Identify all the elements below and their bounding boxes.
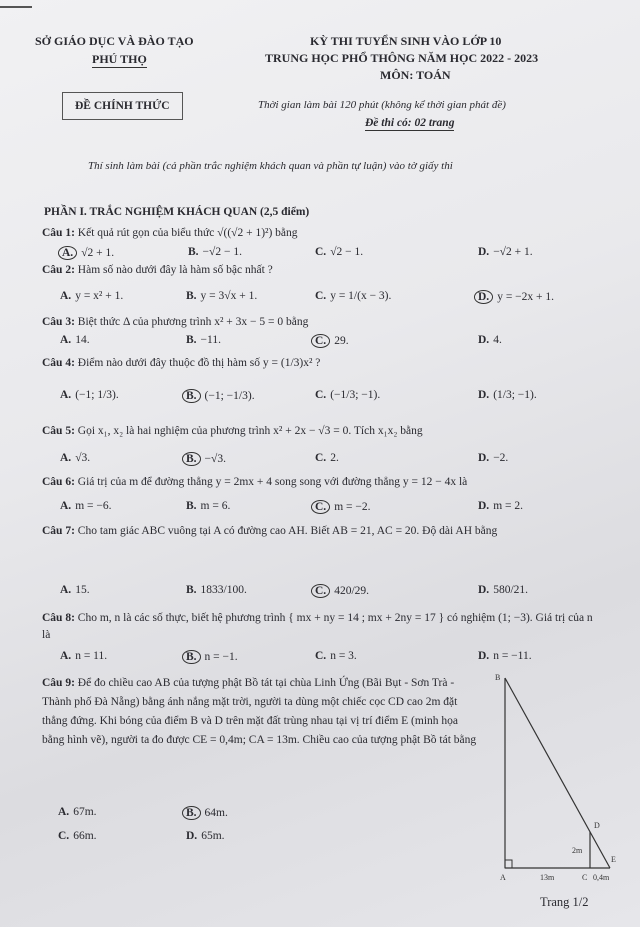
- q1-option-b[interactable]: B. −√2 − 1.: [188, 246, 242, 258]
- q8-option-c[interactable]: C. n = 3.: [315, 650, 357, 662]
- label-ce: 0,4m: [593, 873, 610, 882]
- q5-option-b[interactable]: B. −√3.: [186, 452, 226, 466]
- question-2: Câu 2: Hàm số nào dưới đây là hàm số bậc nhất ?: [42, 264, 273, 276]
- section-title: PHẦN I. TRẮC NGHIỆM KHÁCH QUAN (2,5 điểm): [44, 206, 310, 218]
- q4-option-d[interactable]: D. (1/3; −1).: [478, 389, 537, 401]
- question-6: Câu 6: Giá trị của m để đường thẳng y = 2mx + 4 song song với đường thẳng y = 12 − 4x là: [42, 476, 468, 488]
- q3-option-d[interactable]: D. 4.: [478, 334, 502, 346]
- instruction: Thí sinh làm bài (cả phần trắc nghiệm khách quan và phần tự luận) vào tờ giấy thi: [88, 160, 453, 172]
- dept-line2-text: PHÚ THỌ: [92, 52, 147, 66]
- label-d: D: [594, 821, 600, 830]
- q9-option-d[interactable]: D. 65m.: [186, 830, 225, 842]
- q5-option-d[interactable]: D. −2.: [478, 452, 509, 464]
- pages-note: [365, 117, 454, 129]
- label-e: E: [611, 855, 616, 864]
- q8-option-d[interactable]: D. n = −11.: [478, 650, 532, 662]
- q2-option-c[interactable]: C. y = 1/(x − 3).: [315, 290, 392, 302]
- label-a: A: [500, 873, 506, 882]
- q5-option-a[interactable]: A. √3.: [60, 452, 91, 464]
- q4-option-c[interactable]: C. (−1/3; −1).: [315, 389, 381, 401]
- right-angle-mark: [505, 860, 512, 868]
- pages-note-text: Đề thi có: 02 trang: [365, 117, 455, 129]
- subject: MÔN: TOÁN: [380, 68, 451, 82]
- q2-option-b[interactable]: B. y = 3√x + 1.: [186, 290, 258, 302]
- time-note: Thời gian làm bài 120 phút (không kể thời gian phát đề): [258, 99, 506, 111]
- question-7: Câu 7: Cho tam giác ABC vuông tại A có đường cao AH. Biết AB = 21, AC = 20. Độ dài AH bằng: [42, 525, 498, 537]
- segment-be: [505, 678, 610, 868]
- q4-option-a[interactable]: A. (−1; 1/3).: [60, 389, 119, 401]
- question-4: Câu 4: Điểm nào dưới đây thuộc đồ thị hàm số y = (1/3)x² ?: [42, 357, 321, 369]
- label-cd: 2m: [572, 846, 583, 855]
- dept-line2: [92, 52, 147, 67]
- q6-option-a[interactable]: A. m = −6.: [60, 500, 112, 512]
- q9-option-c[interactable]: C. 66m.: [58, 830, 97, 842]
- top-mark: [0, 6, 32, 8]
- q9-option-b[interactable]: B. 64m.: [186, 806, 228, 820]
- question-1: Câu 1: Kết quả rút gọn của biểu thức √((√2 + 1)²) bằng: [42, 227, 298, 239]
- q7-option-a[interactable]: A. 15.: [60, 584, 90, 596]
- label-ca: 13m: [540, 873, 555, 882]
- question-5: Câu 5: Gọi x₁, x₂ là hai nghiệm của phương trình x² + 2x − √3 = 0. Tích x₁x₂ bằng: [42, 425, 423, 437]
- exam-line1: KỲ THI TUYỂN SINH VÀO LỚP 10: [310, 34, 502, 48]
- q6-option-c[interactable]: C. m = −2.: [315, 500, 370, 514]
- q7-option-c[interactable]: C. 420/29.: [315, 584, 369, 598]
- question-3: Câu 3: Biệt thức Δ của phương trình x² + 3x − 5 = 0 bằng: [42, 316, 309, 328]
- question-8: Câu 8: Cho m, n là các số thực, biết hệ phương trình { mx + ny = 14 ; mx + 2ny = 17 } có nghiệm (1; −3). Giá trị của n là: [42, 612, 593, 641]
- q2-option-a[interactable]: A. y = x² + 1.: [60, 290, 124, 302]
- q9-option-a[interactable]: A. 67m.: [58, 806, 97, 818]
- label-b: B: [495, 673, 501, 682]
- q3-option-c[interactable]: C. 29.: [315, 334, 349, 348]
- q1-option-d[interactable]: D. −√2 + 1.: [478, 246, 533, 258]
- q8-option-b[interactable]: B. n = −1.: [186, 650, 238, 664]
- q7-option-b[interactable]: B. 1833/100.: [186, 584, 247, 596]
- q3-option-b[interactable]: B. −11.: [186, 334, 221, 346]
- statue-shadow-figure: [490, 668, 620, 886]
- q8-option-a[interactable]: A. n = 11.: [60, 650, 108, 662]
- q2-option-d[interactable]: D. y = −2x + 1.: [478, 290, 554, 304]
- question-9: Câu 9: Để đo chiều cao AB của tượng phật Bồ tát tại chùa Linh Ứng (Bãi Bụt - Sơn Trà - Thành phố Đà Nẵng) bằng ánh nắng mặt trời, người ta dùng một chiếc cọc CD cao 2m đặt thẳng đứng. Khi bóng của điểm B và D trên mặt đất trùng nhau tại vị trí điểm E (minh họa bằng hình vẽ), người ta đo được CE = 0,4m; CA = 13m. Chiều cao của tượng phật Bồ tát bằng: [42, 677, 477, 746]
- q6-option-b[interactable]: B. m = 6.: [186, 500, 231, 512]
- q6-option-d[interactable]: D. m = 2.: [478, 500, 523, 512]
- q3-option-a[interactable]: A. 14.: [60, 334, 90, 346]
- official-badge: ĐỀ CHÍNH THỨC: [62, 92, 183, 120]
- q5-option-c[interactable]: C. 2.: [315, 452, 339, 464]
- label-c: C: [582, 873, 588, 882]
- q1-option-c[interactable]: C. √2 − 1.: [315, 246, 364, 258]
- page-footer: Trang 1/2: [540, 895, 589, 909]
- dept-line1: SỞ GIÁO DỤC VÀ ĐÀO TẠO: [35, 34, 194, 48]
- q4-option-b[interactable]: B. (−1; −1/3).: [186, 389, 255, 403]
- q1-option-a[interactable]: A. √2 + 1.: [62, 246, 114, 260]
- q7-option-d[interactable]: D. 580/21.: [478, 584, 529, 596]
- exam-line2: TRUNG HỌC PHỔ THÔNG NĂM HỌC 2022 - 2023: [265, 51, 539, 65]
